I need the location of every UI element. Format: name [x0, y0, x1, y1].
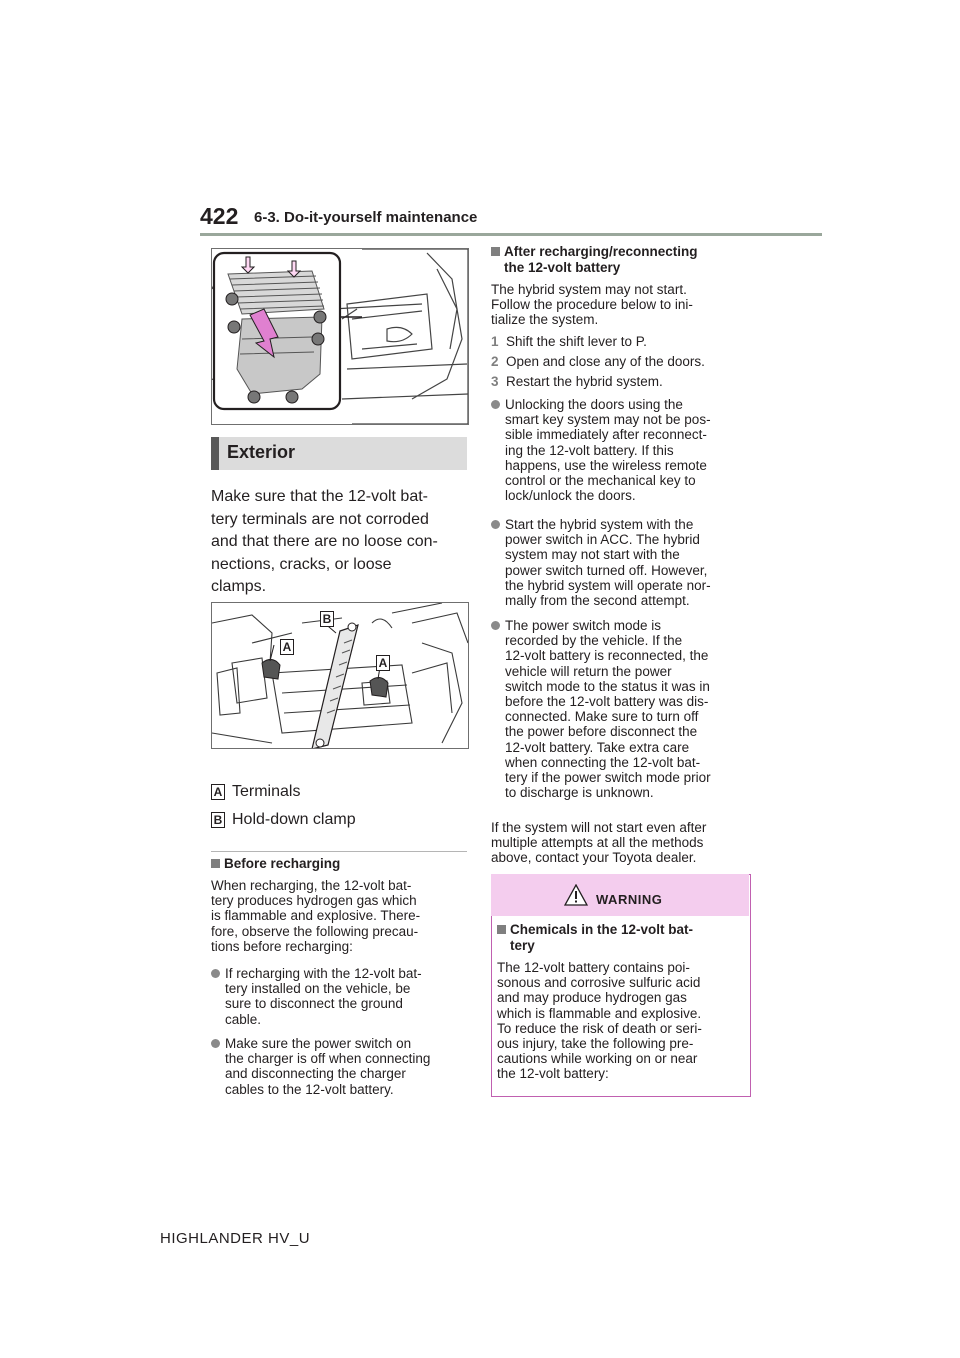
cargo-cover-drawing — [212, 249, 468, 424]
para-line: multiple attempts at all the methods — [491, 835, 704, 851]
para-line: tery produces hydrogen gas which — [211, 893, 417, 909]
bullet-line: sible immediately after reconnect- — [505, 427, 707, 443]
bullet-dot-icon — [491, 621, 500, 630]
bullet-line: sure to disconnect the ground — [225, 996, 403, 1012]
para-line: The 12-volt battery contains poi- — [497, 960, 690, 975]
bullet-dot-icon — [211, 1039, 220, 1048]
step-number: 2 — [491, 354, 499, 369]
bullet-text — [225, 966, 422, 1027]
intro-line: nections, cracks, or loose — [211, 555, 392, 573]
para-line: To reduce the risk of death or seri- — [497, 1020, 702, 1036]
para-line: tialize the system. — [491, 312, 599, 328]
bullet-line: Start the hybrid system with the — [505, 517, 694, 532]
para-line: is flammable and explosive. There- — [211, 908, 421, 924]
heading-text: Chemicals in the 12-volt bat- — [510, 922, 694, 937]
bullet-line: tery if the power switch mode prior — [505, 770, 711, 786]
bullet-line: lock/unlock the doors. — [505, 488, 636, 504]
before-recharging-heading — [211, 856, 340, 872]
step-text: Restart the hybrid system. — [506, 374, 663, 389]
bullet-line: the hybrid system will operate nor- — [505, 577, 711, 593]
bullet-line: 12-volt battery is reconnected, the — [505, 648, 709, 664]
cargo-cover-illustration — [211, 248, 469, 425]
bullet-line: power switch turned off. However, — [505, 562, 708, 578]
intro-line: tery terminals are not corroded — [211, 510, 429, 528]
heading-text: Before recharging — [224, 856, 341, 871]
bullet-line: ing the 12-volt battery. If this — [505, 442, 674, 458]
header-rule — [200, 233, 822, 236]
heading-line — [491, 244, 753, 260]
bullet-line: connected. Make sure to turn off — [505, 709, 699, 725]
para-line: ous injury, take the following pre- — [497, 1036, 694, 1052]
bullet-line: tery installed on the vehicle, be — [225, 981, 411, 997]
warning-label: WARNING — [596, 892, 663, 907]
bullet-dot-icon — [491, 520, 500, 529]
para-line: tions before recharging: — [211, 938, 353, 954]
battery-illustration — [211, 602, 469, 749]
para-line: above, contact your Toyota dealer. — [491, 850, 697, 866]
bullet-line: vehicle will return the power — [505, 663, 672, 679]
bullet-line: recorded by the vehicle. If the — [505, 633, 683, 649]
warning-heading — [497, 922, 747, 953]
legend-hold-down-clamp: Hold-down clamp — [232, 811, 356, 828]
exterior-heading: Exterior — [227, 442, 296, 462]
page-number: 422 — [200, 203, 239, 229]
bullet-line: control or the mechanical key to — [505, 473, 696, 489]
step-number: 1 — [491, 334, 499, 349]
para-line: cautions while working on or near — [497, 1051, 698, 1067]
para-line: sonous and corrosive sulfuric acid — [497, 975, 701, 991]
callout-a-label-left: A — [280, 639, 294, 655]
section-divider — [211, 851, 467, 852]
para-line: When recharging, the 12-volt bat- — [211, 878, 412, 893]
heading-line: the 12-volt battery — [504, 259, 621, 275]
bullet-text — [505, 397, 711, 503]
bullet-line: If recharging with the 12-volt bat- — [225, 966, 422, 981]
bullet-dot-icon — [211, 969, 220, 978]
legend-badge-a: A — [211, 784, 225, 800]
bullet-line: the charger is off when connecting — [225, 1051, 431, 1067]
heading-line: tery — [510, 937, 535, 953]
before-recharging-paragraph — [211, 878, 469, 954]
heading-square-icon — [491, 247, 500, 256]
para-line: and may produce hydrogen gas — [497, 990, 687, 1006]
step-number: 3 — [491, 374, 499, 389]
bullet-line: Unlocking the doors using the — [505, 397, 683, 412]
legend-badge-b: B — [211, 812, 225, 828]
callout-b-label: B — [320, 611, 334, 627]
section-title: 6-3. Do-it-yourself maintenance — [254, 209, 478, 226]
para-line: the 12-volt battery: — [497, 1066, 609, 1082]
bullet-dot-icon — [491, 400, 500, 409]
bullet-line: mally from the second attempt. — [505, 593, 690, 609]
bullet-line: The power switch mode is — [505, 618, 662, 633]
step-text: Open and close any of the doors. — [506, 354, 705, 369]
after-recharging-paragraph — [491, 282, 753, 328]
heading-line — [497, 922, 747, 938]
intro-line: and that there are no loose con- — [211, 533, 438, 550]
para-line: Follow the procedure below to ini- — [491, 297, 693, 313]
heading-square-icon — [497, 925, 506, 934]
bullet-line: system may not start with the — [505, 547, 680, 563]
bullet-line: cable. — [225, 1011, 262, 1027]
battery-drawing — [212, 603, 468, 748]
bullet-line: happens, use the wireless remote — [505, 457, 707, 473]
bullet-line: and disconnecting the charger — [225, 1066, 406, 1082]
bullet-text — [225, 1036, 430, 1097]
warning-paragraph — [497, 960, 747, 1082]
exterior-heading-accent — [211, 437, 219, 470]
after-recharging-heading — [491, 244, 753, 275]
bullet-line: switch mode to the status it was in — [505, 678, 710, 694]
bullet-line: Make sure the power switch on — [225, 1036, 412, 1051]
bullet-line: power switch in ACC. The hybrid — [505, 532, 700, 548]
intro-line: Make sure that the 12-volt bat- — [211, 488, 428, 505]
legend-terminals: Terminals — [232, 783, 301, 800]
closing-paragraph — [491, 820, 753, 866]
para-line: fore, observe the following precau- — [211, 923, 419, 939]
bullet-text — [505, 618, 711, 800]
warning-triangle-icon — [564, 884, 588, 906]
bullet-line: to discharge is unknown. — [505, 785, 654, 801]
bullet-line: the power before disconnect the — [505, 724, 698, 740]
bullet-line: cables to the 12-volt battery. — [225, 1081, 394, 1097]
intro-line: clamps. — [211, 578, 267, 595]
callout-a-label-right: A — [376, 655, 390, 671]
para-line: which is flammable and explosive. — [497, 1005, 702, 1021]
bullet-line: 12-volt battery. Take extra care — [505, 739, 690, 755]
para-line: The hybrid system may not start. — [491, 282, 687, 297]
step-text: Shift the shift lever to P. — [506, 334, 647, 349]
heading-text: After recharging/reconnecting — [504, 244, 698, 259]
bullet-line: when connecting the 12-volt bat- — [505, 754, 701, 770]
bullet-line: smart key system may not be pos- — [505, 412, 711, 428]
bullet-text — [505, 517, 711, 608]
footer-model: HIGHLANDER HV_U — [160, 1230, 311, 1247]
para-line: If the system will not start even after — [491, 820, 707, 835]
exterior-intro-paragraph — [211, 486, 469, 599]
heading-square-icon — [211, 859, 220, 868]
bullet-line: before the 12-volt battery was dis- — [505, 694, 709, 710]
